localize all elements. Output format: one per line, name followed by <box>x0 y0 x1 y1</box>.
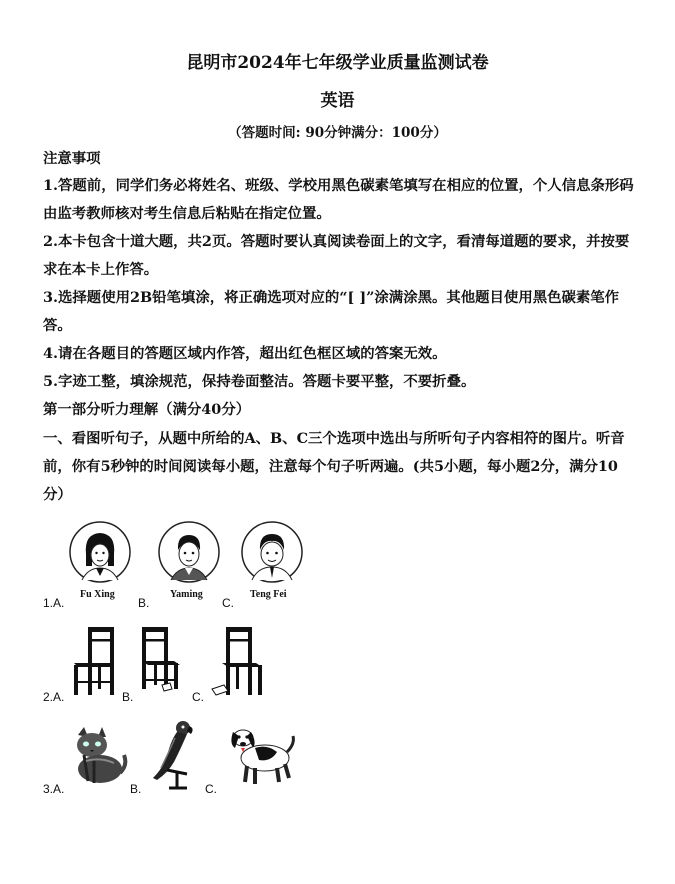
note-line: 4.请在各题目的答题区域内作答，超出红色框区域的答案无效。 <box>43 345 447 362</box>
option-c-label: C. <box>222 596 234 610</box>
cat-image <box>70 725 130 787</box>
question-number: 1.A. <box>43 596 65 610</box>
question-number: 3.A. <box>43 782 65 796</box>
option-b-label: B. <box>130 782 142 796</box>
option-c-label: C. <box>205 782 217 796</box>
portrait-caption: Fu Xing <box>80 589 115 600</box>
portrait-a-image <box>68 520 132 584</box>
parrot-image <box>147 718 197 790</box>
note-line: 5.字迹工整，填涂规范，保持卷面整洁。答题卡要平整，不要折叠。 <box>43 373 476 390</box>
chair-c-image <box>210 625 270 697</box>
note-line: 求在本卡上作答。 <box>43 261 159 278</box>
note-line: 3.选择题使用2B铅笔填涂，将正确选项对应的“[ ]”涂满涂黑。其他题目使用黑色碳素笔作 <box>43 289 620 306</box>
note-line: 由监考教师核对考生信息后粘贴在指定位置。 <box>43 205 331 222</box>
option-c-label: C. <box>192 690 204 704</box>
part1-heading: 第一部分听力理解（满分40分） <box>43 401 251 418</box>
question-number: 2.A. <box>43 690 65 704</box>
instruction-line: 分） <box>43 486 72 503</box>
chair-b-image <box>140 625 190 697</box>
exam-title: 昆明市2024年七年级学业质量监测试卷 <box>186 53 489 73</box>
portrait-b-image <box>157 520 221 584</box>
note-line: 2.本卡包含十道大题，共2页。答题时要认真阅读卷面上的文字，看清每道题的要求，并按要 <box>43 233 630 250</box>
exam-info: （答题时间: 90分钟满分：100分） <box>228 125 447 141</box>
portrait-caption: Teng Fei <box>250 589 287 600</box>
instruction-line: 前，你有5秒钟的时间阅读每小题，注意每个句子听两遍。(共5小题，每小题2分，满分10 <box>43 458 618 475</box>
subject-title: 英语 <box>320 91 355 111</box>
instruction-line: 一、看图听句子，从题中所给的A、B、C三个选项中选出与所听句子内容相符的图片。听音 <box>43 430 625 447</box>
notes-heading: 注意事项 <box>43 150 101 167</box>
option-b-label: B. <box>138 596 150 610</box>
option-b-label: B. <box>122 690 134 704</box>
portrait-caption: Yaming <box>170 589 203 600</box>
note-line: 1.答题前，同学们务必将姓名、班级、学校用黑色碳素笔填写在相应的位置，个人信息条形码 <box>43 177 634 194</box>
chair-a-image <box>68 625 118 697</box>
note-line: 答。 <box>43 317 72 334</box>
portrait-c-image <box>240 520 304 584</box>
dog-image <box>225 722 297 788</box>
